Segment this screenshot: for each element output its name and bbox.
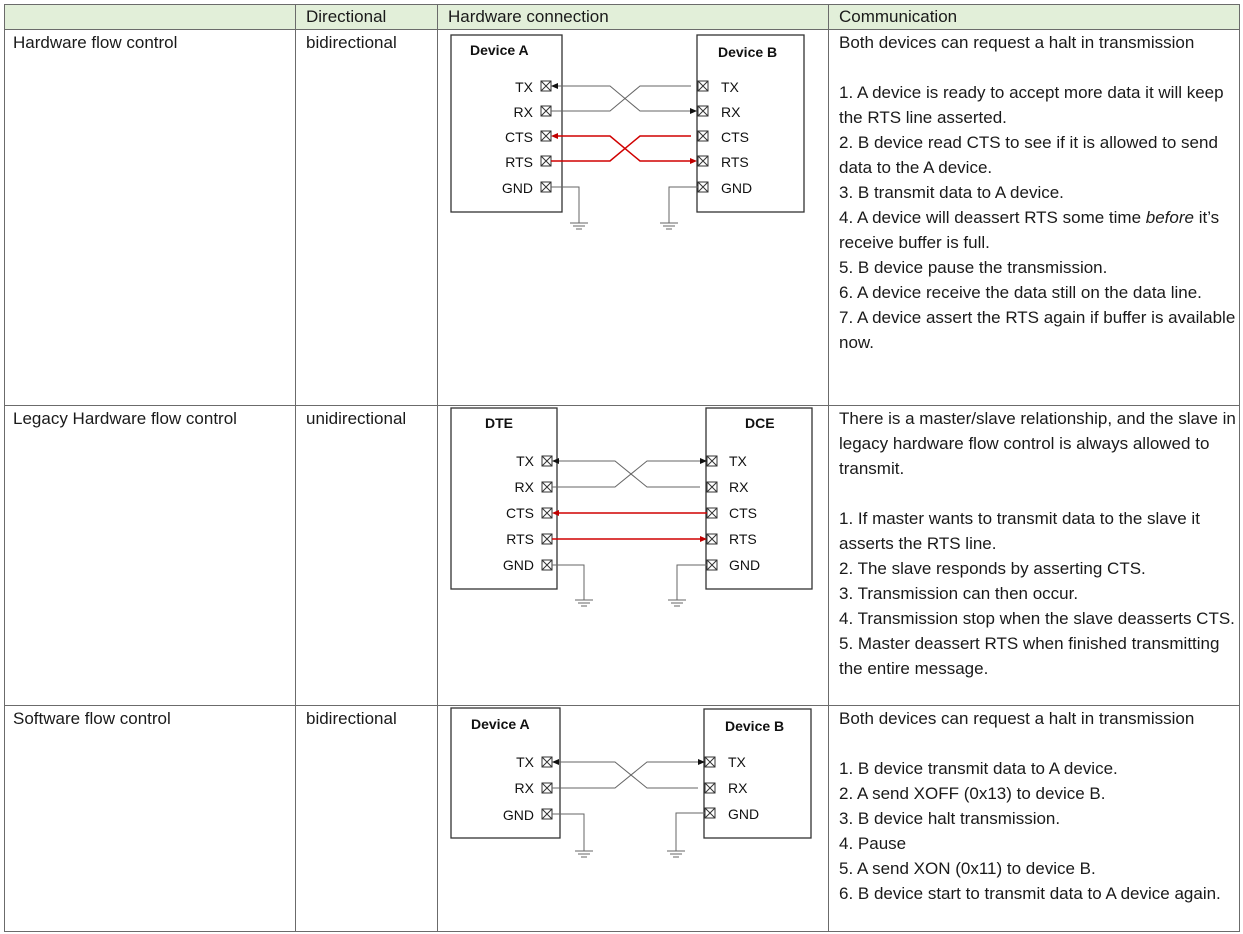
comm-line: 5. B device pause the transmission. bbox=[839, 258, 1108, 277]
grid-line bbox=[4, 931, 1240, 932]
pin-label: RX bbox=[728, 780, 748, 796]
pin-label: GND bbox=[721, 180, 753, 196]
row-directional-hardware-flow: bidirectional bbox=[306, 33, 397, 52]
pin-label: RX bbox=[514, 479, 534, 495]
comm-text: it’s receive buffer is full. bbox=[839, 208, 1220, 252]
pin-label: GND bbox=[502, 557, 534, 573]
row-name-hardware-flow: Hardware flow control bbox=[13, 33, 178, 52]
pin-label: RTS bbox=[505, 154, 533, 170]
pin-label: RTS bbox=[506, 531, 534, 547]
communication-hardware-flow bbox=[839, 30, 1237, 355]
comm-spacer bbox=[839, 55, 1237, 80]
comm-spacer bbox=[839, 481, 1237, 506]
pin-label: GND bbox=[729, 557, 761, 573]
comm-line: 2. B device read CTS to see if it is allowed to send data to the A device. bbox=[839, 133, 1218, 177]
pin-label: CTS bbox=[505, 129, 533, 145]
grid-line bbox=[1239, 4, 1240, 932]
comm-line bbox=[839, 205, 1237, 255]
comm-line: Both devices can request a halt in transmission bbox=[839, 33, 1195, 52]
comm-line: 2. The slave responds by asserting CTS. bbox=[839, 559, 1146, 578]
pin-label: RTS bbox=[721, 154, 749, 170]
cts-rts-flow-lines bbox=[551, 136, 691, 161]
grid-line bbox=[437, 4, 438, 932]
pin-label: CTS bbox=[721, 129, 749, 145]
legacy-hardware-flow-diagram bbox=[445, 406, 825, 611]
tx-rx-cross-wire bbox=[551, 86, 691, 111]
comm-line: 5. A send XON (0x11) to device B. bbox=[839, 859, 1096, 878]
comm-line: Both devices can request a halt in transmission bbox=[839, 709, 1195, 728]
pin-label: GND bbox=[501, 180, 533, 196]
communication-legacy-hardware-flow bbox=[839, 406, 1237, 681]
row-name-legacy-hardware-flow: Legacy Hardware flow control bbox=[13, 409, 237, 428]
left-title: DTE bbox=[485, 415, 513, 431]
pin-label: TX bbox=[721, 79, 739, 95]
pin-label: TX bbox=[728, 754, 746, 770]
row-name-software-flow: Software flow control bbox=[13, 709, 171, 728]
pin-label: RX bbox=[513, 104, 533, 120]
hardware-flow-diagram bbox=[445, 33, 813, 233]
right-title: Device B bbox=[718, 44, 778, 60]
right-title: DCE bbox=[745, 415, 775, 431]
row-directional-software-flow: bidirectional bbox=[306, 709, 397, 728]
pin-label: CTS bbox=[729, 505, 757, 521]
communication-software-flow bbox=[839, 706, 1237, 906]
pin-label: TX bbox=[516, 754, 534, 770]
comm-line: 3. B device halt transmission. bbox=[839, 809, 1061, 828]
tx-rx-cross-wire bbox=[552, 461, 700, 487]
comm-line: 4. Pause bbox=[839, 834, 907, 853]
ground-icon bbox=[551, 187, 698, 229]
comm-line: 4. Transmission stop when the slave deasserts CTS. bbox=[839, 609, 1235, 628]
comm-line: 6. A device receive the data still on the data line. bbox=[839, 283, 1202, 302]
ground-icon bbox=[552, 565, 707, 606]
pin-label: CTS bbox=[506, 505, 534, 521]
pin-label: GND bbox=[728, 806, 760, 822]
pin-label: TX bbox=[729, 453, 747, 469]
header-cell-communication: Communication bbox=[839, 7, 958, 26]
pin-label: GND bbox=[502, 807, 534, 823]
comm-line: 2. A send XOFF (0x13) to device B. bbox=[839, 784, 1106, 803]
pin-label: RTS bbox=[729, 531, 757, 547]
comm-line: 3. Transmission can then occur. bbox=[839, 584, 1079, 603]
pin-label: RX bbox=[514, 780, 534, 796]
pin-label: TX bbox=[515, 79, 533, 95]
left-title: Device A bbox=[470, 42, 529, 58]
pin-label: RX bbox=[721, 104, 741, 120]
header-cell-directional: Directional bbox=[306, 7, 387, 26]
comm-line: 1. A device is ready to accept more data it will keep the RTS line asserted. bbox=[839, 83, 1224, 127]
comm-line: 1. If master wants to transmit data to the slave it asserts the RTS line. bbox=[839, 509, 1200, 553]
comm-line: 6. B device start to transmit data to A device again. bbox=[839, 884, 1221, 903]
right-title: Device B bbox=[725, 718, 785, 734]
tx-rx-cross-wire bbox=[552, 762, 698, 788]
arrowheads bbox=[551, 83, 697, 114]
comm-line: 5. Master deassert RTS when finished transmitting the entire message. bbox=[839, 634, 1220, 678]
ground-icon bbox=[552, 813, 705, 857]
header-cell-hardware-connection: Hardware connection bbox=[448, 7, 609, 26]
header-row bbox=[4, 4, 1240, 29]
row-directional-legacy-hardware-flow: unidirectional bbox=[306, 409, 407, 428]
grid-line bbox=[4, 4, 1240, 5]
arrowheads bbox=[552, 510, 707, 542]
grid-line bbox=[4, 4, 5, 932]
comm-line: 3. B transmit data to A device. bbox=[839, 183, 1064, 202]
cts-rts-flow-lines bbox=[552, 513, 707, 539]
software-flow-diagram bbox=[445, 706, 825, 866]
left-title: Device A bbox=[471, 716, 530, 732]
grid-line bbox=[295, 4, 296, 932]
pin-label: TX bbox=[516, 453, 534, 469]
comm-emphasis: before bbox=[1145, 208, 1194, 227]
comm-line: There is a master/slave relationship, and the slave in legacy hardware flow control is always allowed to transmit. bbox=[839, 409, 1236, 478]
comm-line: 1. B device transmit data to A device. bbox=[839, 759, 1118, 778]
comm-line: 7. A device assert the RTS again if buffer is available now. bbox=[839, 308, 1236, 352]
comm-spacer bbox=[839, 731, 1237, 756]
pin-label: RX bbox=[729, 479, 749, 495]
comm-text: 4. A device will deassert RTS some time bbox=[839, 208, 1146, 227]
grid-line bbox=[828, 4, 829, 932]
